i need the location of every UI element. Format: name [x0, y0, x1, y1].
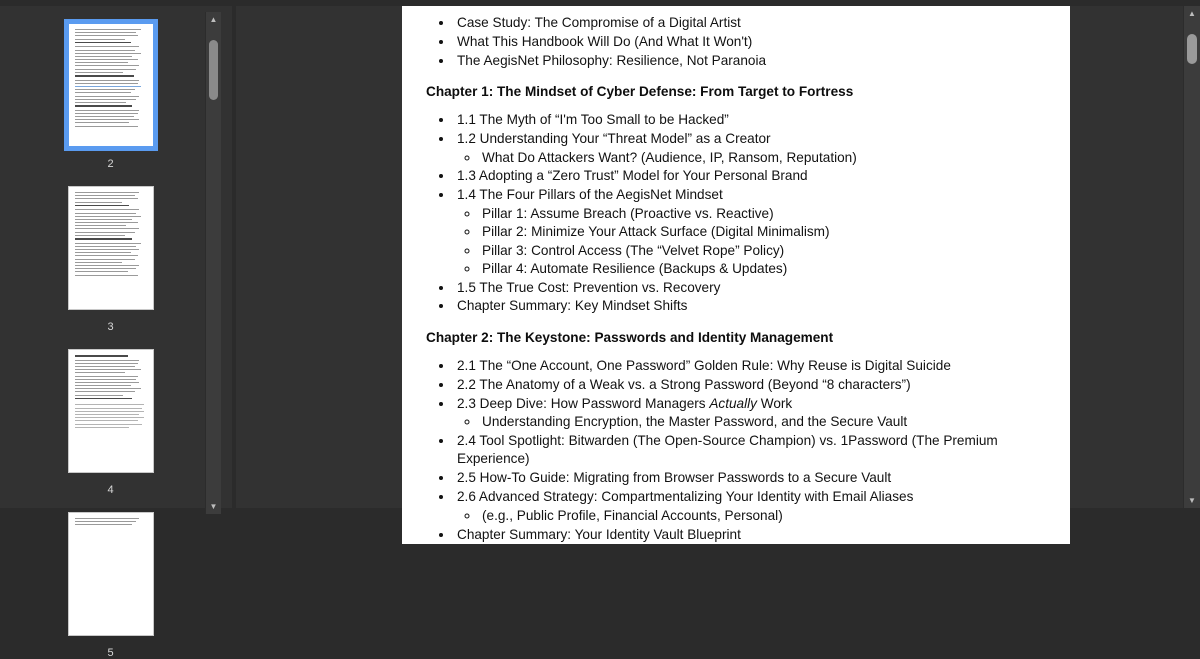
thumbnail-item[interactable] [0, 512, 221, 659]
list-item: • 2.4 Tool Spotlight: Bitwarden (The Open-Source Champion) vs. 1Password (The Premium Experience) [454, 432, 1046, 469]
list-item: ◦ Pillar 2: Minimize Your Attack Surface (Digital Minimalism) [480, 223, 1046, 241]
chevron-down-icon[interactable]: ▼ [1184, 493, 1200, 508]
list-item: • Chapter Summary: Key Mindset Shifts [454, 297, 1046, 315]
list-item: ◦ Pillar 1: Assume Breach (Proactive vs. Reactive) [480, 205, 1046, 223]
list-item: ◦ (e.g., Public Profile, Financial Accounts, Personal) [480, 507, 1046, 525]
sidebar-scrollbar-thumb[interactable] [209, 40, 218, 100]
document-scrollbar-thumb[interactable] [1187, 34, 1197, 64]
list-item [454, 395, 1046, 413]
list-item: • Case Study: The Compromise of a Digital Artist [454, 14, 1046, 32]
document-content [426, 6, 1046, 544]
thumbnail-item[interactable] [0, 349, 221, 496]
list-item: • 1.4 The Four Pillars of the AegisNet Mindset [454, 186, 1046, 204]
list-item: ◦ What Do Attackers Want? (Audience, IP, Ransom, Reputation) [480, 149, 1046, 167]
list-item: ◦ Pillar 3: Control Access (The “Velvet Rope” Policy) [480, 242, 1046, 260]
chevron-down-icon[interactable]: ▼ [206, 499, 221, 514]
chapter-1-heading: Chapter 1: The Mindset of Cyber Defense: From Target to Fortress [426, 83, 854, 99]
sublist-wrapper [426, 149, 1046, 167]
thumbnail-label: 4 [107, 484, 114, 496]
list-item: • 1.3 Adopting a “Zero Trust” Model for Your Personal Brand [454, 167, 1046, 185]
sublist-wrapper [426, 507, 1046, 525]
list-item: • The AegisNet Philosophy: Resilience, Not Paranoia [454, 52, 1046, 70]
document-scrollbar[interactable] [1183, 6, 1200, 508]
thumbnail-item[interactable] [0, 23, 221, 170]
document-page [402, 6, 1070, 544]
list-item: • 1.2 Understanding Your “Threat Model” as a Creator [454, 130, 1046, 148]
outline-list [426, 14, 1046, 70]
outline-list [426, 111, 1046, 316]
thumbnail-label: 5 [107, 647, 114, 659]
thumbnail-page-2[interactable] [68, 23, 154, 147]
outline-sublist [426, 413, 1046, 431]
list-item-text-after: Work [756, 395, 793, 411]
thumbnail-page-5[interactable] [68, 512, 154, 636]
thumbnail-label: 2 [107, 158, 114, 170]
chapter-2-heading: Chapter 2: The Keystone: Passwords and Identity Management [426, 329, 834, 345]
outline-list [426, 357, 1046, 544]
list-item: ◦ Understanding Encryption, the Master Password, and the Secure Vault [480, 413, 1046, 431]
list-item: • 1.1 The Myth of “I'm Too Small to be Hacked” [454, 111, 1046, 129]
list-item: • 2.1 The “One Account, One Password” Golden Rule: Why Reuse is Digital Suicide [454, 357, 1046, 375]
list-item: • 2.6 Advanced Strategy: Compartmentalizing Your Identity with Email Aliases [454, 488, 1046, 506]
thumbnail-page-3[interactable] [68, 186, 154, 310]
list-item: • 2.2 The Anatomy of a Weak vs. a Strong Password (Beyond “8 characters”) [454, 376, 1046, 394]
list-item-emphasis: Actually [709, 395, 757, 411]
sublist-wrapper [426, 205, 1046, 278]
list-item: • 2.5 How-To Guide: Migrating from Browser Passwords to a Secure Vault [454, 469, 1046, 487]
list-item: • 1.5 The True Cost: Prevention vs. Recovery [454, 279, 1046, 297]
list-item-text: 2.3 Deep Dive: How Password Managers [457, 395, 710, 411]
thumbnail-sidebar[interactable] [0, 6, 221, 659]
sidebar-scrollbar[interactable] [205, 12, 221, 514]
thumbnail-label: 3 [107, 321, 114, 333]
list-item: • What This Handbook Will Do (And What It Won't) [454, 33, 1046, 51]
chevron-up-icon[interactable]: ▲ [206, 12, 221, 27]
list-item: ◦ Pillar 4: Automate Resilience (Backups & Updates) [480, 260, 1046, 278]
document-view[interactable] [236, 6, 1184, 542]
outline-sublist [426, 149, 1046, 167]
sublist-wrapper [426, 413, 1046, 431]
thumbnail-page-4[interactable] [68, 349, 154, 473]
outline-sublist [426, 205, 1046, 278]
chevron-up-icon[interactable]: ▲ [1184, 6, 1200, 21]
thumbnail-item[interactable] [0, 186, 221, 333]
list-item: • Chapter Summary: Your Identity Vault Blueprint [454, 526, 1046, 544]
outline-sublist [426, 507, 1046, 525]
